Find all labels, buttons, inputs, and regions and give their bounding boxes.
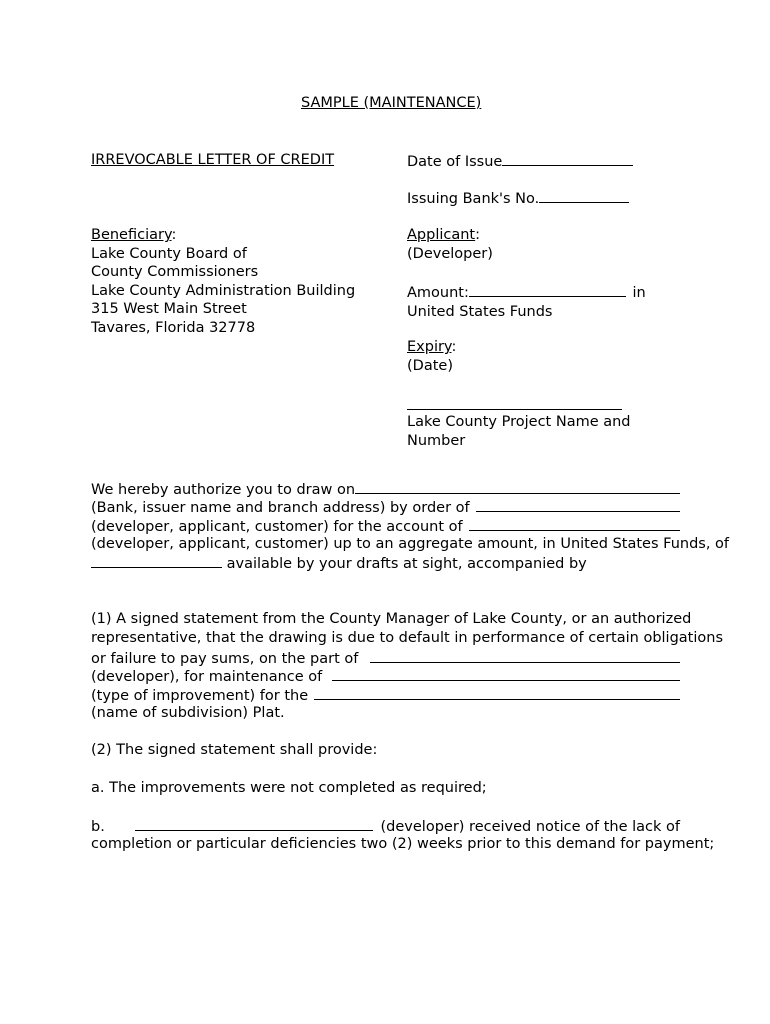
expiry-value: (Date)	[407, 357, 453, 374]
item-a: a. The improvements were not completed as required;	[91, 780, 487, 796]
item-b-line-1	[91, 816, 680, 837]
beneficiary-label: Beneficiary	[91, 227, 172, 243]
date-of-issue	[407, 151, 633, 172]
order-of-blank	[476, 497, 680, 512]
authorize-text: available by your drafts at sight, accompanied by	[226, 556, 587, 572]
applicant-value: (Developer)	[407, 245, 493, 262]
beneficiary-line: County Commissioners	[91, 264, 259, 280]
project-label: Lake County Project Name and	[407, 414, 631, 430]
item-b-line-2: completion or particular deficiencies two (2) weeks prior to this demand for payment;	[91, 836, 715, 852]
beneficiary-line: 315 West Main Street	[91, 301, 247, 317]
authorize-line-5	[91, 553, 587, 574]
amount-block	[407, 282, 646, 321]
beneficiary-line: Lake County Board of	[91, 245, 247, 262]
part-of-blank	[370, 648, 680, 663]
developer-notice-blank	[135, 816, 373, 831]
letter-heading: IRREVOCABLE LETTER OF CREDIT	[91, 152, 335, 168]
draw-on-blank	[355, 479, 680, 494]
item-b-prefix: b.	[91, 819, 105, 835]
item-1-line-5	[91, 685, 680, 706]
authorize-line-2	[91, 497, 680, 518]
authorize-text: (developer, applicant, customer) for the account of	[91, 519, 463, 535]
authorize-text: We hereby authorize you to draw on	[91, 482, 356, 498]
maintenance-of-blank	[332, 666, 680, 681]
expiry-block: Expiry: (Date)	[407, 339, 457, 374]
item-1-line-1: (1) A signed statement from the County Manager of Lake County, or an authorized	[91, 611, 692, 627]
item-b-text: (developer) received notice of the lack of	[380, 819, 680, 835]
authorize-line-3	[91, 516, 680, 537]
project-block	[407, 413, 631, 450]
beneficiary-line: Tavares, Florida 32778	[91, 319, 256, 336]
beneficiary-line: Lake County Administration Building	[91, 282, 356, 299]
account-of-blank	[469, 516, 680, 531]
item-1-text: (developer), for maintenance of	[91, 669, 323, 685]
applicant-block: Applicant: (Developer)	[407, 227, 493, 262]
document-title: SAMPLE (MAINTENANCE)	[301, 95, 482, 111]
issuing-bank-number	[407, 188, 629, 209]
beneficiary-block: Beneficiary: Lake County Board of County Commissioners Lake County Administration Building 315 West Main Street Tavares, Florida 32778	[91, 227, 356, 336]
amount-label: Amount:	[407, 285, 469, 301]
authorize-text: (Bank, issuer name and branch address) by order of	[91, 500, 470, 516]
item-2: (2) The signed statement shall provide:	[91, 742, 378, 758]
expiry-label: Expiry	[407, 339, 452, 355]
amount-blank	[469, 282, 626, 297]
issuing-bank-label: Issuing Bank's No.	[407, 191, 540, 207]
item-1-line-6: (name of subdivision) Plat.	[91, 705, 285, 721]
item-1-line-2: representative, that the drawing is due to default in performance of certain obligations	[91, 630, 724, 646]
issuing-bank-blank	[539, 188, 629, 203]
authorize-line-4: (developer, applicant, customer) up to an aggregate amount, in United States Funds, of	[91, 536, 730, 552]
date-of-issue-blank	[502, 151, 633, 166]
aggregate-amount-blank	[91, 553, 222, 568]
project-name-blank	[407, 409, 622, 410]
item-1-line-4	[91, 666, 680, 687]
applicant-label: Applicant	[407, 227, 476, 243]
for-the-blank	[314, 685, 680, 700]
amount-currency: United States Funds	[407, 303, 553, 320]
item-1-text: (type of improvement) for the	[91, 688, 309, 704]
amount-suffix: in	[632, 285, 646, 301]
item-1-text: or failure to pay sums, on the part of	[91, 651, 359, 667]
project-label-continued: Number	[407, 432, 466, 449]
date-of-issue-label: Date of Issue	[407, 154, 503, 170]
